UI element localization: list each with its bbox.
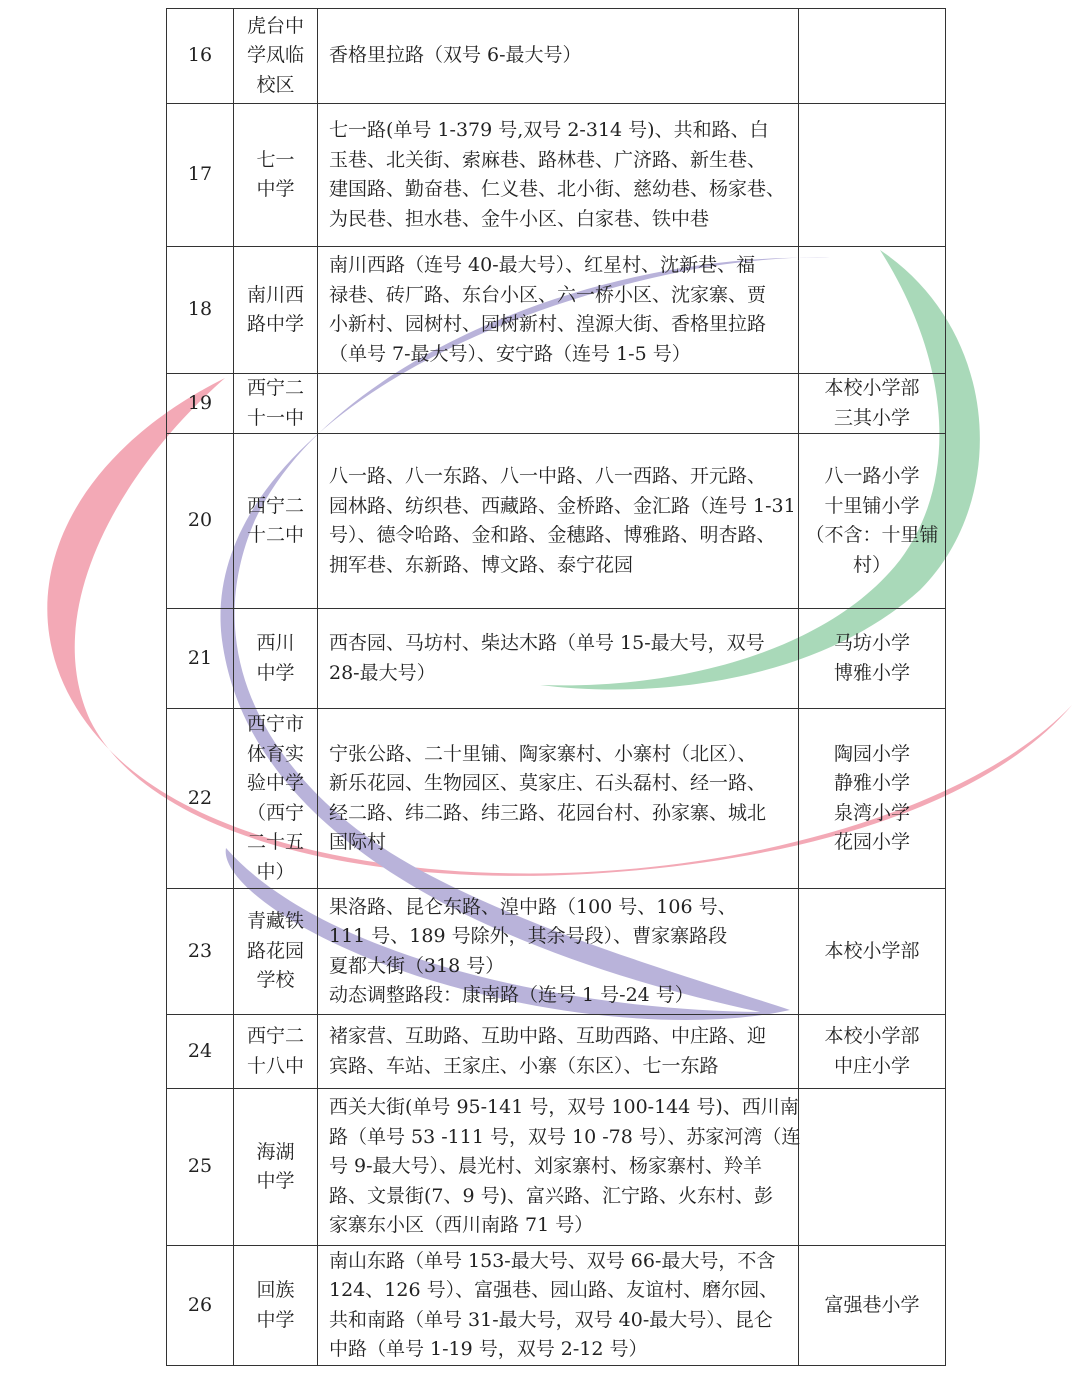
table-row [167,374,946,434]
feeder-primary-school-line: 本校小学部 [824,377,920,399]
school-name-line: 十二中 [246,524,304,546]
feeder-primary-school [799,709,946,889]
school-name-line: 十一中 [246,406,304,429]
school-name-line: 海湖 [256,1140,295,1163]
row-number: 22 [167,709,234,889]
row-number: 17 [167,104,234,247]
feeder-primary-school-line: 八一路小学 [824,465,920,487]
feeder-primary-school-line: 陶园小学 [833,742,910,765]
enrollment-area-line: 南川西路（连号 40-最大号）、红星村、沈新巷、福 [329,254,756,276]
school-name [234,1089,318,1246]
row-number: 19 [167,374,234,434]
school-name [234,374,318,434]
school-name-line: 中学 [256,661,295,684]
school-name [234,434,318,609]
table-row [167,1089,946,1246]
enrollment-area-line: 八一路、八一东路、八一中路、八一西路、开元路、 [329,465,767,487]
feeder-primary-school-line: （不含：十里铺 [805,524,939,546]
school-name-line: 验中学 [246,772,304,794]
enrollment-area-line: 新乐花园、生物园区、莫家庄、石头磊村、经一路、 [329,772,767,794]
school-name-line: 青藏铁 [246,910,304,933]
enrollment-area-line: 夏都大街（318 号） [329,954,505,977]
feeder-primary-school-line: 富强巷小学 [824,1293,920,1316]
enrollment-area [318,434,799,609]
enrollment-area [318,1246,799,1366]
school-name-line: （西宁 [246,801,304,824]
feeder-primary-school [799,1246,946,1366]
row-number: 26 [167,1246,234,1366]
school-name [234,247,318,374]
enrollment-area-line: 园林路、纺织巷、西藏路、金桥路、金汇路（连号 1-31 [329,494,796,517]
school-name-line: 回族 [256,1279,295,1301]
school-name [234,889,318,1015]
feeder-primary-school-line: 三其小学 [833,406,910,429]
school-name [234,609,318,709]
feeder-primary-school-line: 博雅小学 [833,661,910,684]
school-name-line: 中学 [256,178,295,200]
school-name-line: 虎台中 [246,14,304,37]
enrollment-area-line: 西杏园、马坊村、柴达木路（单号 15-最大号，双号 [329,632,765,654]
enrollment-area-line: 南山东路（单号 153-最大号、双号 66-最大号，不含 [329,1249,776,1272]
school-district-table [166,8,946,1366]
enrollment-area-line: 路（单号 53 -111 号，双号 10 -78 号）、苏家河湾（连 [329,1125,801,1148]
row-number: 21 [167,609,234,709]
table-row [167,709,946,889]
school-name-line: 路花园 [246,939,304,962]
enrollment-area-line: 宁张公路、二十里铺、陶家寨村、小寨村（北区）、 [329,742,757,765]
enrollment-area-line: 共和南路（单号 31-最大号，双号 40-最大号）、昆仑 [329,1308,773,1331]
enrollment-area [318,104,799,247]
row-number: 16 [167,9,234,104]
table-row [167,247,946,374]
feeder-primary-school-line: 村） [852,553,891,576]
school-name-line: 二十五 [246,831,304,853]
table-row [167,609,946,709]
enrollment-area [318,889,799,1015]
feeder-primary-school-line: 本校小学部 [824,939,920,962]
enrollment-area-line: 111 号、189 号除外，其余号段）、曹家寨路段 [329,925,728,947]
feeder-primary-school-line: 花园小学 [833,831,910,853]
enrollment-area-line: 禄巷、砖厂路、东台小区、六一桥小区、沈家寨、贾 [329,283,767,306]
enrollment-area-line: 七一路(单号 1-379 号,双号 2-314 号)、共和路、白 [329,119,769,141]
school-name [234,1246,318,1366]
school-name-line: 十八中 [246,1054,304,1077]
feeder-primary-school [799,434,946,609]
row-number: 20 [167,434,234,609]
enrollment-area [318,247,799,374]
row-number: 23 [167,889,234,1015]
enrollment-area-line: 号 9-最大号）、晨光村、刘家寨村、杨家寨村、羚羊 [329,1155,763,1178]
school-name-line: 中） [256,860,295,883]
feeder-primary-school-line: 十里铺小学 [824,494,920,517]
enrollment-area-line: 宾路、车站、王家庄、小寨（东区）、七一东路 [329,1054,719,1077]
table-row [167,1015,946,1089]
school-name [234,1015,318,1089]
school-name-line: 学凤临 [246,44,304,67]
enrollment-area-line: 西关大街(单号 95-141 号，双号 100-144 号)、西川南 [329,1096,799,1119]
school-name-line: 西宁二 [246,377,304,399]
school-name-line: 体育实 [246,742,304,765]
enrollment-area [318,1015,799,1089]
enrollment-area-line: 小新村、园树村、园树新村、湟源大街、香格里拉路 [329,313,767,335]
table-row [167,434,946,609]
school-name-line: 路中学 [246,313,304,335]
table-row [167,9,946,104]
enrollment-area [318,709,799,889]
enrollment-area [318,9,799,104]
feeder-primary-school [799,104,946,247]
feeder-primary-school [799,247,946,374]
feeder-primary-school [799,374,946,434]
school-name-line: 西宁二 [246,1025,304,1047]
school-name-line: 学校 [256,969,295,992]
enrollment-area [318,1089,799,1246]
enrollment-area [318,609,799,709]
school-name [234,104,318,247]
school-name-line: 七一 [256,148,295,171]
school-name-line: 西宁二 [246,494,304,517]
feeder-primary-school [799,889,946,1015]
feeder-primary-school [799,1089,946,1246]
enrollment-area-line: 国际村 [329,831,387,853]
table-row [167,889,946,1015]
row-number: 18 [167,247,234,374]
school-name-line: 西宁市 [246,713,304,735]
feeder-primary-school-line: 中庄小学 [833,1054,910,1077]
enrollment-area-line: 号）、德令哈路、金和路、金穗路、博雅路、明杏路、 [329,524,776,546]
school-name-line: 南川西 [246,283,304,306]
enrollment-area-line: 中路（单号 1-19 号，双号 2-12 号） [329,1338,648,1360]
enrollment-area-line: 28-最大号） [329,661,436,684]
feeder-primary-school-line: 本校小学部 [824,1025,920,1047]
feeder-primary-school [799,9,946,104]
enrollment-area-line: 香格里拉路（双号 6-最大号） [329,44,582,67]
enrollment-area-line: 果洛路、昆仑东路、湟中路（100 号、106 号、 [329,895,737,918]
table-row [167,104,946,247]
feeder-primary-school [799,609,946,709]
feeder-primary-school-line: 泉湾小学 [833,801,910,824]
school-name-line: 中学 [256,1170,295,1192]
school-name-line: 校区 [256,73,295,96]
enrollment-area-line: 为民巷、担水巷、金牛小区、白家巷、铁中巷 [329,207,710,230]
feeder-primary-school-line: 马坊小学 [833,632,910,654]
enrollment-area-line: 124、126 号）、富强巷、园山路、友谊村、磨尔园、 [329,1279,779,1301]
enrollment-area-line: 家寨东小区（西川南路 71 号） [329,1214,594,1237]
feeder-primary-school-line: 静雅小学 [833,772,910,794]
school-name [234,9,318,104]
enrollment-area-line: 拥军巷、东新路、博文路、泰宁花园 [329,553,634,576]
enrollment-area-line: 建国路、勤奋巷、仁义巷、北小街、慈幼巷、杨家巷、 [329,178,786,200]
enrollment-area-line: 路、文景街(7、9 号)、富兴路、汇宁路、火东村、彭 [329,1184,774,1207]
row-number: 24 [167,1015,234,1089]
enrollment-area [318,374,799,434]
feeder-primary-school [799,1015,946,1089]
enrollment-area-line: 褚家营、互助路、互助中路、互助西路、中庄路、迎 [329,1025,767,1047]
enrollment-area-line: 动态调整路段：康南路（连号 1 号-24 号） [329,984,694,1006]
enrollment-area-line: （单号 7-最大号）、安宁路（连号 1-5 号） [329,342,691,365]
table-row [167,1246,946,1366]
school-name-line: 西川 [256,632,295,654]
row-number: 25 [167,1089,234,1246]
school-name-line: 中学 [256,1308,295,1331]
enrollment-area-line: 经二路、纬二路、纬三路、花园台村、孙家寨、城北 [329,801,767,824]
enrollment-area-line: 玉巷、北关街、索麻巷、路林巷、广济路、新生巷、 [329,148,767,171]
school-name [234,709,318,889]
